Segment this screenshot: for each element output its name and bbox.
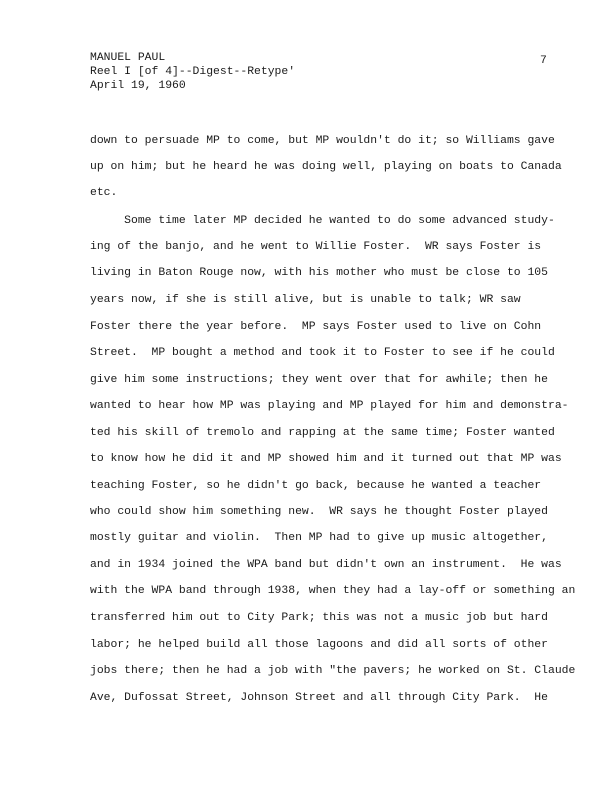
reel-info: Reel I [of 4]--Digest--Retype' xyxy=(90,66,296,78)
text-line: with the WPA band through 1938, when they had a lay-off or something an xyxy=(90,585,576,597)
text-line: up on him; but he heard he was doing well, playing on boats to Canada xyxy=(90,161,562,173)
text-line: transferred him out to City Park; this was not a music job but hard xyxy=(90,612,548,624)
text-line: mostly guitar and violin. Then MP had to give up music altogether, xyxy=(90,532,548,544)
text-line: ted his skill of tremolo and rapping at the same time; Foster wanted xyxy=(90,427,555,439)
text-line: give him some instructions; they went over that for awhile; then he xyxy=(90,374,548,386)
text-line: Foster there the year before. MP says Foster used to live on Cohn xyxy=(90,321,542,333)
interview-date: April 19, 1960 xyxy=(90,80,186,92)
text-line: years now, if she is still alive, but is unable to talk; WR saw xyxy=(90,294,521,306)
text-line: and in 1934 joined the WPA band but didn't own an instrument. He was xyxy=(90,559,562,571)
text-line: teaching Foster, so he didn't go back, because he wanted a teacher xyxy=(90,480,542,492)
text-line: jobs there; then he had a job with "the pavers; he worked on St. Claude xyxy=(90,665,576,677)
text-line: to know how he did it and MP showed him and it turned out that MP was xyxy=(90,453,562,465)
text-line: etc. xyxy=(90,187,118,199)
text-line: Street. MP bought a method and took it to Foster to see if he could xyxy=(90,347,555,359)
text-line: Ave, Dufossat Street, Johnson Street and all through City Park. He xyxy=(90,692,548,704)
interviewee-name: MANUEL PAUL xyxy=(90,52,166,64)
page-number: 7 xyxy=(540,55,547,67)
text-line: down to persuade MP to come, but MP wouldn't do it; so Williams gave xyxy=(90,135,555,147)
text-line: labor; he helped build all those lagoons and did all sorts of other xyxy=(90,639,548,651)
document-header xyxy=(90,51,295,93)
text-line: wanted to hear how MP was playing and MP played for him and demonstra- xyxy=(90,400,569,412)
text-line: ing of the banjo, and he went to Willie Foster. WR says Foster is xyxy=(90,241,542,253)
text-line: Some time later MP decided he wanted to do some advanced study- xyxy=(90,215,555,227)
text-line: living in Baton Rouge now, with his mother who must be close to 105 xyxy=(90,267,548,279)
text-line: who could show him something new. WR says he thought Foster played xyxy=(90,506,548,518)
